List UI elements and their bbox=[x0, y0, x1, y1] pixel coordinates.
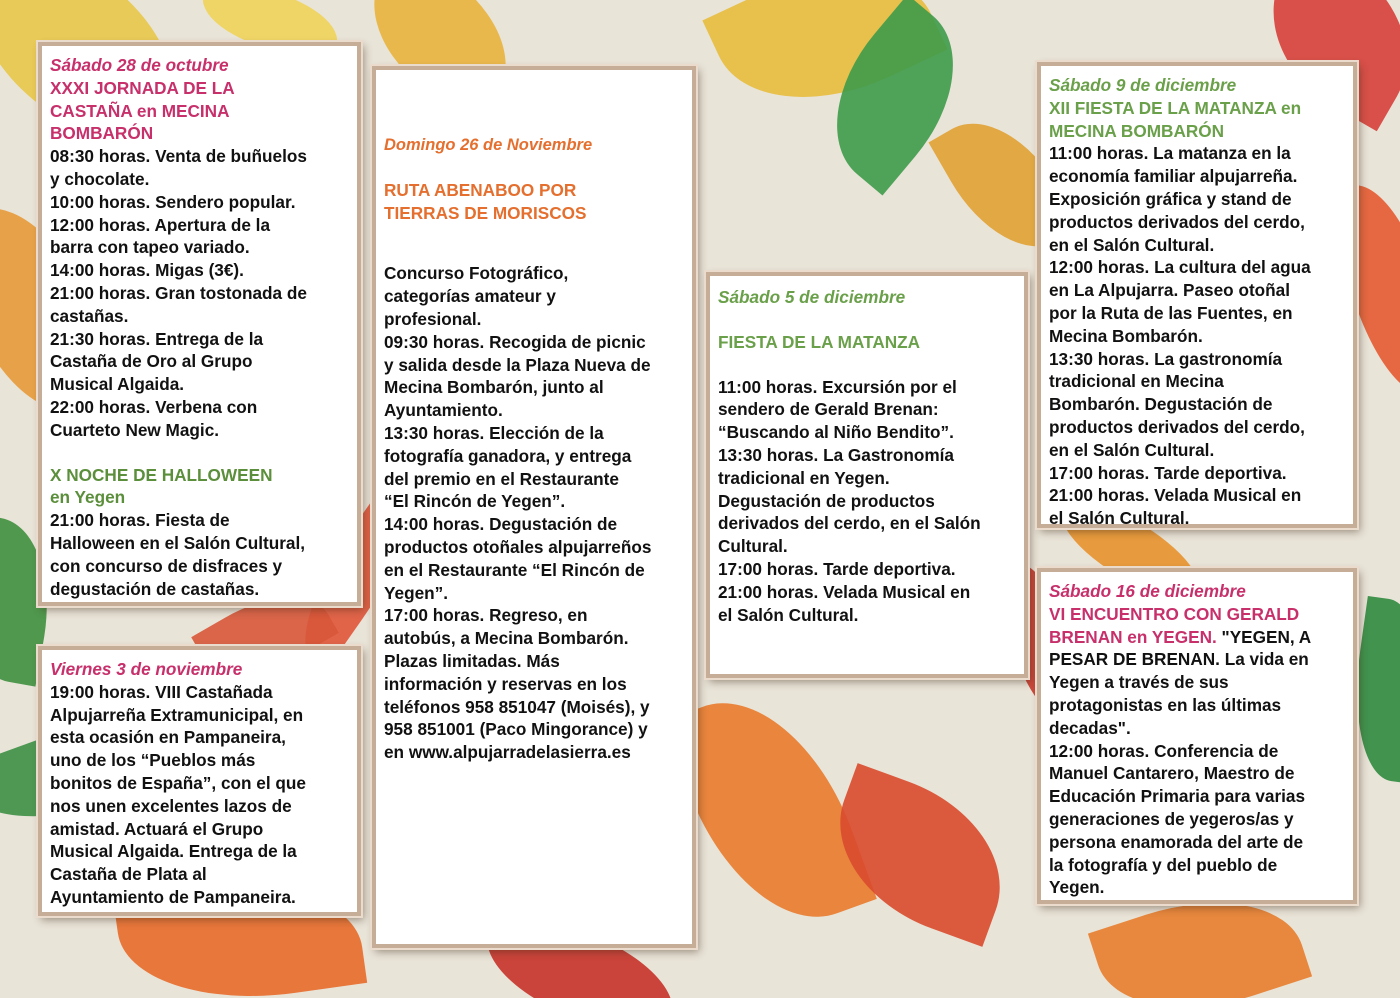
schedule-line: 17:00 horas. Regreso, en bbox=[384, 605, 588, 626]
event-date: Viernes 3 de noviembre bbox=[50, 659, 243, 679]
event-panel-november-3 bbox=[38, 646, 361, 916]
schedule-line: en La Alpujarra. Paseo otoñal bbox=[1049, 280, 1291, 301]
schedule-line: Yegen”. bbox=[384, 582, 448, 603]
schedule-line: con concurso de disfraces y bbox=[50, 555, 283, 576]
schedule-line: 13:30 horas. La gastronomía bbox=[1049, 348, 1283, 369]
schedule-line: 21:00 horas. Gran tostonada de bbox=[50, 282, 307, 303]
schedule-line: Degustación de productos bbox=[718, 490, 935, 511]
schedule-line: 21:30 horas. Entrega de la bbox=[50, 328, 264, 349]
schedule-line: Castaña de Oro al Grupo bbox=[50, 351, 253, 372]
event-panel-december-9 bbox=[1037, 62, 1357, 528]
schedule-line: 21:00 horas. Fiesta de bbox=[50, 510, 230, 531]
schedule-line: en el Restaurante “El Rincón de bbox=[384, 559, 645, 580]
schedule-line: la fotografía y del pueblo de bbox=[1049, 854, 1278, 875]
schedule-line: amistad. Actuará el Grupo bbox=[50, 818, 264, 839]
schedule-line: Cuarteto New Magic. bbox=[50, 419, 220, 440]
event-panel-november-26 bbox=[372, 66, 696, 948]
schedule-line: 12:00 horas. Apertura de la bbox=[50, 214, 271, 235]
schedule-line: Manuel Cantarero, Maestro de bbox=[1049, 763, 1295, 784]
event-title-line: BRENAN en YEGEN. bbox=[1049, 626, 1217, 647]
schedule-line: protagonistas en las últimas bbox=[1049, 694, 1282, 715]
schedule-line: Ayuntamiento. bbox=[384, 400, 503, 421]
event-title-line: RUTA ABENABOO POR bbox=[384, 179, 577, 200]
event-panel-december-5 bbox=[706, 272, 1028, 678]
schedule-line: 17:00 horas. Tarde deportiva. bbox=[1049, 462, 1287, 483]
schedule-line: sendero de Gerald Brenan: bbox=[718, 399, 939, 420]
schedule-line: Musical Algaida. Entrega de la bbox=[50, 841, 297, 862]
schedule-line: 12:00 horas. La cultura del agua bbox=[1049, 257, 1311, 278]
schedule-line: persona enamorada del arte de bbox=[1049, 831, 1304, 852]
event-title-line: X NOCHE DE HALLOWEEN bbox=[50, 464, 273, 485]
schedule-line: decadas". bbox=[1049, 717, 1131, 738]
schedule-line: Ayuntamiento de Pampaneira. bbox=[50, 886, 296, 907]
event-title-line: TIERRAS DE MORISCOS bbox=[384, 202, 587, 223]
event-title-line: MECINA BOMBARÓN bbox=[1049, 120, 1225, 141]
schedule-line: 09:30 horas. Recogida de picnic bbox=[384, 331, 646, 352]
schedule-line: Alpujarreña Extramunicipal, en bbox=[50, 704, 304, 725]
schedule-line: 14:00 horas. Migas (3€). bbox=[50, 260, 244, 281]
schedule-line: “El Rincón de Yegen”. bbox=[384, 491, 566, 512]
schedule-line: productos derivados del cerdo, bbox=[1049, 211, 1305, 232]
schedule-line: productos derivados del cerdo, bbox=[1049, 416, 1305, 437]
schedule-line: y chocolate. bbox=[50, 168, 150, 189]
schedule-line: el Salón Cultural. bbox=[1049, 508, 1190, 529]
schedule-line: Educación Primaria para varias bbox=[1049, 786, 1306, 807]
schedule-line: 13:30 horas. La Gastronomía bbox=[718, 444, 954, 465]
schedule-line: Castaña de Plata al bbox=[50, 864, 207, 885]
schedule-line: esta ocasión en Pampaneira, bbox=[50, 727, 286, 748]
schedule-line: del premio en el Restaurante bbox=[384, 468, 619, 489]
schedule-line: castañas. bbox=[50, 305, 129, 326]
schedule-line: Bombarón. Degustación de bbox=[1049, 394, 1273, 415]
schedule-line: 11:00 horas. Excursión por el bbox=[718, 376, 957, 397]
schedule-line: en el Salón Cultural. bbox=[1049, 439, 1215, 460]
schedule-line: barra con tapeo variado. bbox=[50, 237, 250, 258]
schedule-line: categorías amateur y bbox=[384, 286, 556, 307]
schedule-line: uno de los “Pueblos más bbox=[50, 750, 256, 771]
schedule-line: fotografía ganadora, y entrega bbox=[384, 445, 632, 466]
schedule-line: tradicional en Yegen. bbox=[718, 467, 890, 488]
event-title-line: BOMBARÓN bbox=[50, 123, 154, 144]
schedule-line: economía familiar alpujarreña. bbox=[1049, 166, 1298, 187]
schedule-line: bonitos de España”, con el que bbox=[50, 772, 306, 793]
schedule-line: 22:00 horas. Verbena con bbox=[50, 396, 258, 417]
event-date: Sábado 5 de diciembre bbox=[718, 287, 906, 307]
schedule-line: información y reservas en los bbox=[384, 673, 627, 694]
event-title-line: XXXI JORNADA DE LA bbox=[50, 77, 235, 98]
schedule-line: 10:00 horas. Sendero popular. bbox=[50, 191, 296, 212]
schedule-line: 12:00 horas. Conferencia de bbox=[1049, 740, 1279, 761]
schedule-line: por la Ruta de las Fuentes, en bbox=[1049, 302, 1293, 323]
schedule-line: en el Salón Cultural. bbox=[1049, 234, 1215, 255]
schedule-line: Musical Algaida. bbox=[50, 374, 185, 395]
schedule-line: Concurso Fotográfico, bbox=[384, 263, 569, 284]
schedule-line: 19:00 horas. VIII Castañada bbox=[50, 681, 273, 702]
schedule-line: 13:30 horas. Elección de la bbox=[384, 422, 604, 443]
schedule-line: 17:00 horas. Tarde deportiva. bbox=[718, 558, 956, 579]
schedule-line: nos unen excelentes lazos de bbox=[50, 795, 292, 816]
event-title-line: en Yegen bbox=[50, 487, 126, 508]
event-title-line: CASTAÑA en MECINA bbox=[50, 100, 230, 121]
event-panel-december-16 bbox=[1037, 568, 1357, 904]
schedule-line: PESAR DE BRENAN. La vida en bbox=[1049, 649, 1309, 670]
schedule-line: Exposición gráfica y stand de bbox=[1049, 188, 1292, 209]
event-title: FIESTA DE LA MATANZA bbox=[718, 331, 921, 352]
schedule-line: productos otoñales alpujarreños bbox=[384, 536, 652, 557]
event-date: Sábado 28 de octubre bbox=[50, 55, 229, 75]
event-panel-october-28 bbox=[38, 42, 361, 606]
schedule-line: profesional. bbox=[384, 308, 482, 329]
schedule-line: autobús, a Mecina Bombarón. bbox=[384, 628, 629, 649]
schedule-line: derivados del cerdo, en el Salón bbox=[718, 513, 981, 534]
schedule-line: Yegen. bbox=[1049, 877, 1105, 898]
event-date: Sábado 9 de diciembre bbox=[1049, 75, 1237, 95]
schedule-line: 11:00 horas. La matanza en la bbox=[1049, 143, 1291, 164]
schedule-line: teléfonos 958 851047 (Moisés), y bbox=[384, 696, 650, 717]
schedule-line: Halloween en el Salón Cultural, bbox=[50, 532, 306, 553]
schedule-line: Mecina Bombarón, junto al bbox=[384, 377, 604, 398]
schedule-line: el Salón Cultural. bbox=[718, 604, 859, 625]
schedule-line: Cultural. bbox=[718, 536, 788, 557]
schedule-line: 21:00 horas. Velada Musical en bbox=[718, 581, 971, 602]
schedule-line: Yegen a través de sus bbox=[1049, 672, 1229, 693]
schedule-line: “Buscando al Niño Bendito”. bbox=[718, 422, 954, 443]
schedule-line: 958 851001 (Paco Mingorance) y bbox=[384, 719, 648, 740]
schedule-line: y salida desde la Plaza Nueva de bbox=[384, 354, 651, 375]
schedule-line: degustación de castañas. bbox=[50, 578, 260, 599]
schedule-line: 21:00 horas. Velada Musical en bbox=[1049, 485, 1302, 506]
schedule-line: Mecina Bombarón. bbox=[1049, 325, 1203, 346]
schedule-line: generaciones de yegeros/as y bbox=[1049, 808, 1294, 829]
event-date: Domingo 26 de Noviembre bbox=[384, 136, 593, 154]
event-subtitle: "YEGEN, A bbox=[1216, 626, 1312, 647]
schedule-line: Plazas limitadas. Más bbox=[384, 650, 560, 671]
schedule-line: 08:30 horas. Venta de buñuelos bbox=[50, 146, 307, 167]
schedule-line: en www.alpujarradelasierra.es bbox=[384, 742, 631, 763]
event-title-line: XII FIESTA DE LA MATANZA en bbox=[1049, 97, 1302, 118]
event-date: Sábado 16 de diciembre bbox=[1049, 581, 1246, 601]
schedule-line: tradicional en Mecina bbox=[1049, 371, 1224, 392]
event-title-line: VI ENCUENTRO CON GERALD bbox=[1049, 603, 1300, 624]
schedule-line: 14:00 horas. Degustación de bbox=[384, 514, 618, 535]
